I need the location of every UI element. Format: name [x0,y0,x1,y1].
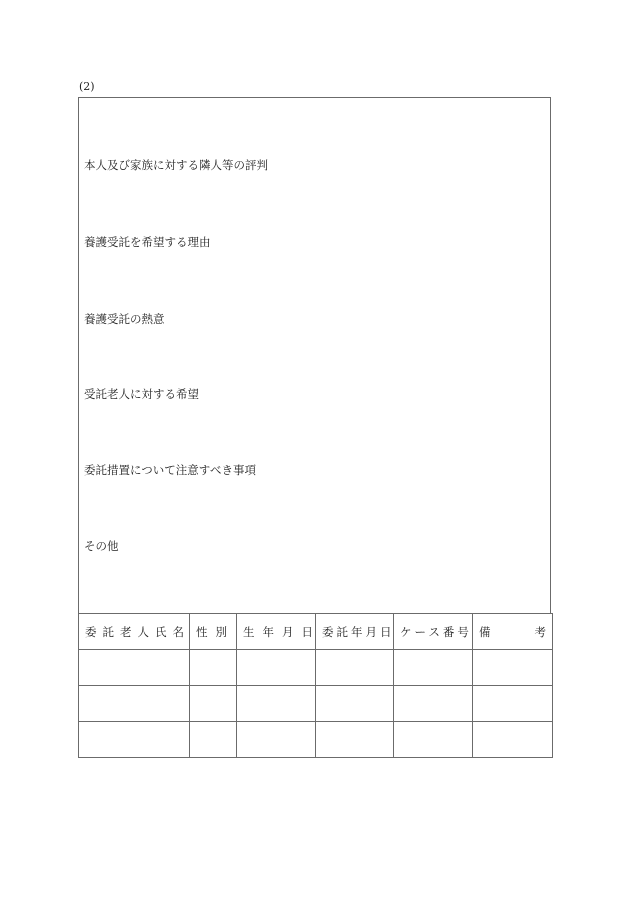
cell-elder-name[interactable] [79,722,190,758]
field-label-neighbor-reputation: 本人及び家族に対する隣人等の評判 [84,158,268,172]
cell-elder-name[interactable] [79,686,190,722]
cell-birthdate[interactable] [237,686,316,722]
section-number: (2) [79,80,95,93]
table-row [79,686,553,722]
placement-registry-table [78,613,553,758]
cell-birthdate[interactable] [237,722,316,758]
cell-placement-date[interactable] [316,722,394,758]
cell-case-number[interactable] [394,686,473,722]
cell-sex[interactable] [190,650,237,686]
table-row [79,650,553,686]
cell-case-number[interactable] [394,650,473,686]
cell-placement-date[interactable] [316,686,394,722]
cell-sex[interactable] [190,722,237,758]
cell-sex[interactable] [190,686,237,722]
cell-remarks[interactable] [473,686,553,722]
header-case-number: ケース番号 [394,614,473,650]
table-row [79,722,553,758]
cell-remarks[interactable] [473,650,553,686]
field-label-other: その他 [84,539,119,553]
field-label-wishes-for-elder: 受託老人に対する希望 [84,387,199,401]
header-elder-name: 委託老人氏名 [79,614,190,650]
assessment-form-box [78,97,551,613]
cell-case-number[interactable] [394,722,473,758]
header-sex: 性別 [190,614,237,650]
header-placement-date: 委託年月日 [316,614,394,650]
cell-elder-name[interactable] [79,650,190,686]
cell-placement-date[interactable] [316,650,394,686]
field-label-reason-for-fostering: 養護受託を希望する理由 [84,235,211,249]
field-label-notes-on-placement: 委託措置について注意すべき事項 [84,463,257,477]
cell-remarks[interactable] [473,722,553,758]
cell-birthdate[interactable] [237,650,316,686]
field-label-enthusiasm: 養護受託の熱意 [84,312,165,326]
table-header-row [79,614,553,650]
header-birthdate: 生年月日 [237,614,316,650]
header-remarks: 備 考 [473,614,553,650]
